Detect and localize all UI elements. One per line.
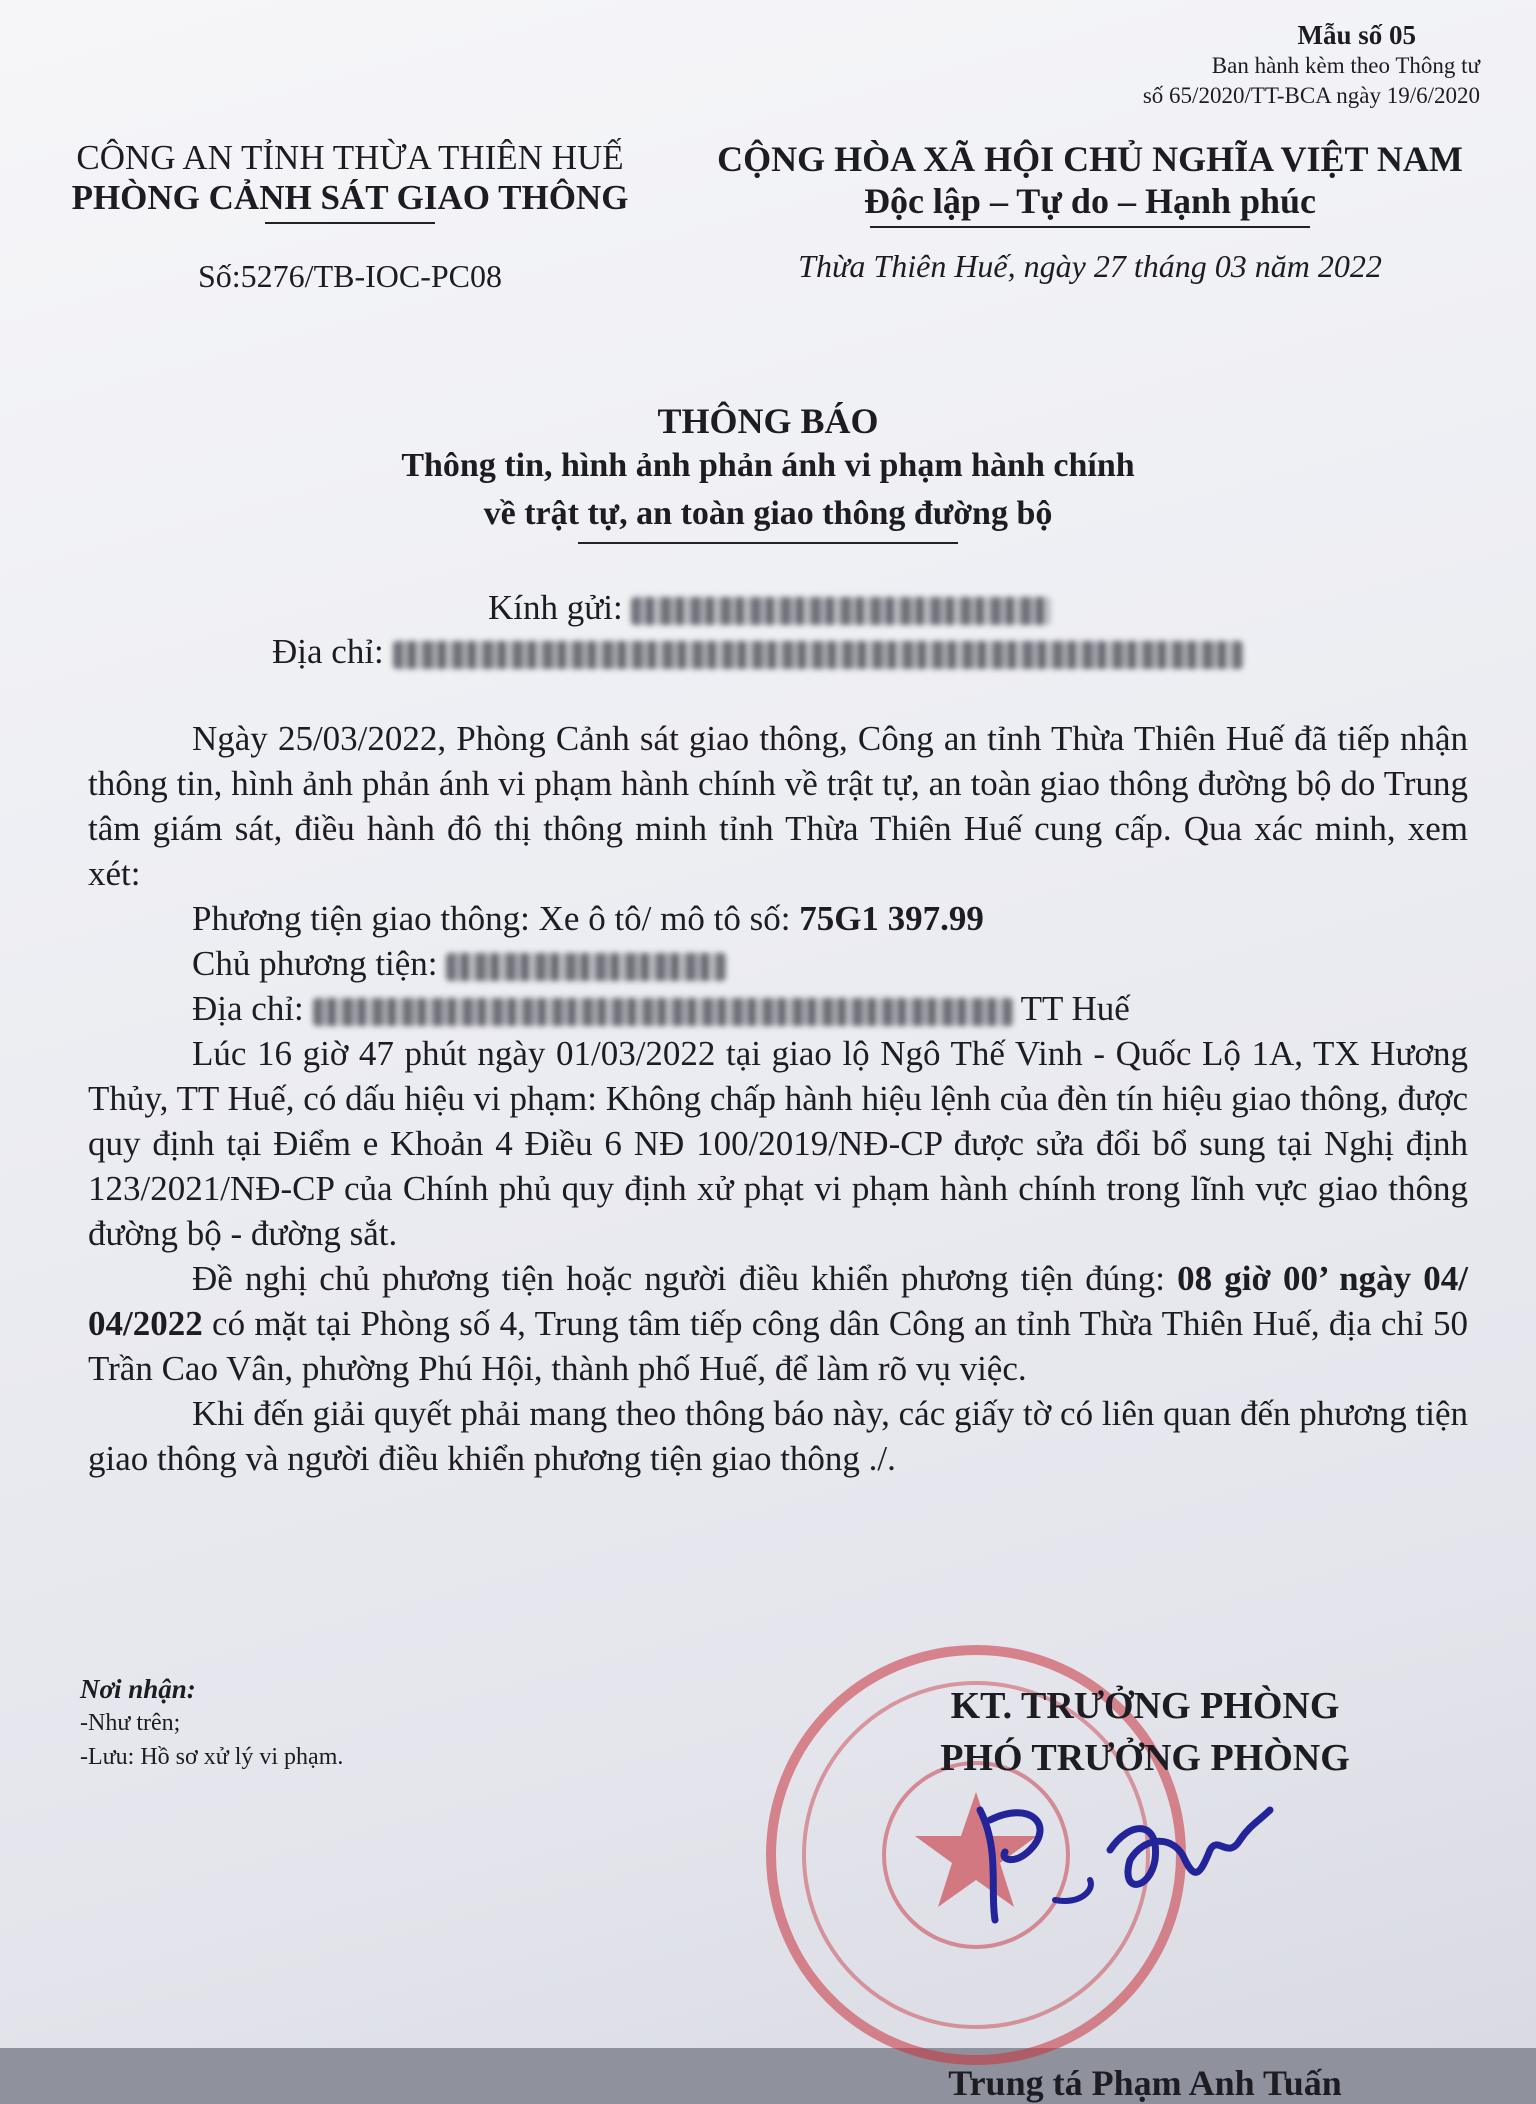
addressee-address-label: Địa chỉ: <box>272 632 384 671</box>
owner-address-tail: TT Huế <box>1020 989 1130 1028</box>
agency-underline <box>265 222 435 224</box>
title-underline <box>578 542 958 544</box>
nation-motto: Độc lập – Tự do – Hạnh phúc <box>863 181 1317 221</box>
paragraph-summons <box>88 1256 1468 1391</box>
national-header <box>680 138 1500 228</box>
paragraph-documents: Khi đến giải quyết phải mang theo thông báo này, các giấy tờ có liên quan đến phương tiện giao thông và người điều khiển phương tiện giao thông ./. <box>88 1394 1468 1478</box>
addressee-row <box>488 588 1051 628</box>
recipients-heading: Nơi nhận: <box>80 1674 196 1704</box>
agency-header <box>40 138 660 224</box>
signer-title-2: PHÓ TRƯỞNG PHÒNG <box>940 1737 1350 1779</box>
form-number: Mẫu số 05 <box>1297 20 1416 50</box>
form-reference <box>1036 20 1536 111</box>
agency-parent: CÔNG AN TỈNH THỪA THIÊN HUẾ <box>76 138 624 177</box>
recipient-item: -Như trên; <box>80 1710 181 1736</box>
title-line-1: Thông tin, hình ảnh phản ánh vi phạm hành chính <box>401 447 1135 484</box>
redacted-owner-name <box>446 953 726 981</box>
vehicle-row <box>88 896 1468 941</box>
signer-name: Trung tá Phạm Anh Tuấn <box>948 2063 1342 2103</box>
agency-department: PHÒNG CẢNH SÁT GIAO THÔNG <box>71 178 629 217</box>
summons-end: có mặt tại Phòng số 4, Trung tâm tiếp công dân Công an tỉnh Thừa Thiên Huế, địa chỉ 50 Trần Cao Vân, phường Phú Hội, thành phố Huế, để làm rõ vụ việc. <box>88 1304 1468 1388</box>
redacted-addressee-address <box>393 641 1243 669</box>
form-issued-line-1: Ban hành kèm theo Thông tư <box>1211 53 1480 78</box>
title-line-2: về trật tự, an toàn giao thông đường bộ <box>483 495 1053 532</box>
notice-body <box>88 716 1468 1481</box>
signer-title-1: KT. TRƯỞNG PHÒNG <box>950 1685 1340 1727</box>
document-number: Số:5276/TB-IOC-PC08 <box>197 258 503 294</box>
addressee-label: Kính gửi: <box>488 588 623 627</box>
license-plate: 75G1 397.99 <box>799 899 984 938</box>
recipient-item: -Lưu: Hồ sơ xử lý vi phạm. <box>80 1744 344 1770</box>
form-issued-line-2: số 65/2020/TT-BCA ngày 19/6/2020 <box>1142 83 1480 108</box>
paragraph-violation: Lúc 16 giờ 47 phút ngày 01/03/2022 tại giao lộ Ngô Thế Vinh - Quốc Lộ 1A, TX Hương Thủy, TT Huế, có dấu hiệu vi phạm: Không chấp hành hiệu lệnh của đèn tín hiệu giao thông, được quy định tại Điểm e Khoản 4 Điều 6 NĐ 100/2019/NĐ-CP được sửa đổi bổ sung tại Nghị định 123/2021/NĐ-CP của Chính phủ quy định xử phạt vi phạm hành chính trong lĩnh vực giao thông đường bộ - đường sắt. <box>88 1034 1468 1253</box>
nation-name: CỘNG HÒA XÃ HỘI CHỦ NGHĨA VIỆT NAM <box>717 139 1463 179</box>
owner-address-row <box>88 986 1468 1031</box>
vehicle-label: Phương tiện giao thông: Xe ô tô/ mô tô số: <box>192 899 791 938</box>
redacted-addressee-name <box>631 597 1051 625</box>
owner-label: Chủ phương tiện: <box>192 944 438 983</box>
summons-time: 08 giờ 00’ ngày 04/ 04/2022 <box>88 1259 1468 1343</box>
recipients-block <box>80 1672 343 1774</box>
addressee-address-row <box>272 632 1243 672</box>
title-main: THÔNG BÁO <box>657 401 879 441</box>
motto-underline <box>870 226 1310 228</box>
document-title <box>0 400 1536 544</box>
summons-start: Đề nghị chủ phương tiện hoặc người điều khiển phương tiện đúng: <box>192 1259 1165 1298</box>
redacted-owner-address <box>313 998 1013 1026</box>
handwritten-signature <box>960 1780 1290 1930</box>
owner-address-label: Địa chỉ: <box>192 989 304 1028</box>
paragraph-received: Ngày 25/03/2022, Phòng Cảnh sát giao thông, Công an tỉnh Thừa Thiên Huế đã tiếp nhận thông tin, hình ảnh phản ánh vi phạm hành chính về trật tự, an toàn giao thông đường bộ do Trung tâm giám sát, điều hành đô thị thông minh tỉnh Thừa Thiên Huế cung cấp. Qua xác minh, xem xét: <box>88 719 1468 893</box>
document-dateline: Thừa Thiên Huế, ngày 27 tháng 03 năm 2022 <box>798 248 1382 284</box>
owner-row <box>88 941 1468 986</box>
